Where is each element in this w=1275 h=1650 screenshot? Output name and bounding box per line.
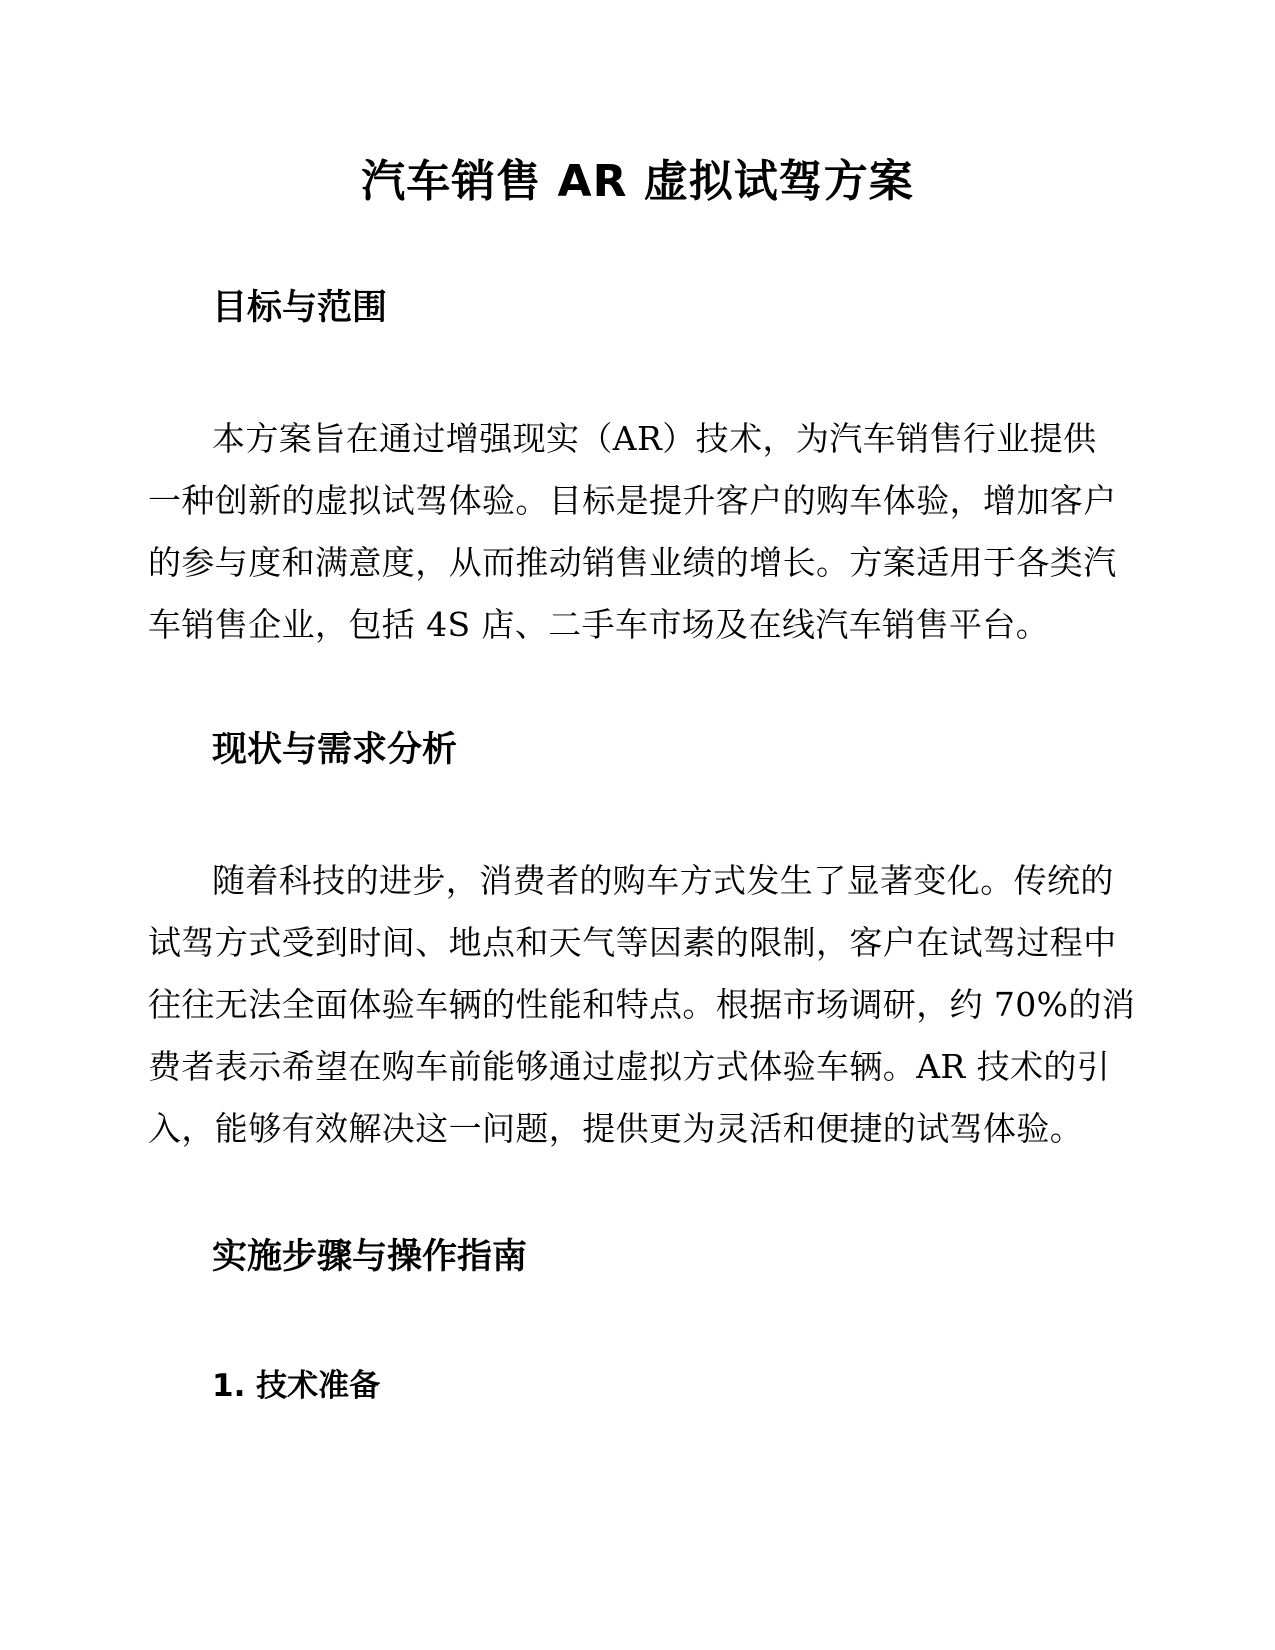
paragraph-line: 随着科技的进步，消费者的购车方式发生了显著变化。传统的 (212, 861, 1114, 900)
paragraph-line: 入，能够有效解决这一问题，提供更为灵活和便捷的试驾体验。 (148, 1109, 1084, 1148)
paragraph-line: 本方案旨在通过增强现实（AR）技术，为汽车销售行业提供 (212, 419, 1097, 458)
subheading-tech-prep: 1. 技术准备 (212, 1368, 381, 1404)
paragraph-line: 往往无法全面体验车辆的性能和特点。根据市场调研，约 70%的消 (148, 985, 1136, 1024)
section-heading-status-needs: 现状与需求分析 (212, 730, 458, 770)
paragraph-line: 车销售企业，包括 4S 店、二手车市场及在线汽车销售平台。 (148, 605, 1050, 644)
paragraph-line: 费者表示希望在购车前能够通过虚拟方式体验车辆。AR 技术的引 (148, 1047, 1111, 1086)
paragraph-line: 的参与度和满意度，从而推动销售业绩的增长。方案适用于各类汽 (148, 543, 1117, 582)
section-heading-implementation: 实施步骤与操作指南 (212, 1237, 528, 1277)
paragraph-line: 一种创新的虚拟试驾体验。目标是提升客户的购车体验，增加客户 (148, 481, 1117, 520)
paragraph-line: 试驾方式受到时间、地点和天气等因素的限制，客户在试驾过程中 (148, 923, 1117, 962)
document-title: 汽车销售 AR 虚拟试驾方案 (361, 156, 914, 207)
paragraph-status-needs (148, 850, 1136, 1160)
paragraph-goals-scope (148, 408, 1117, 656)
section-heading-goals-scope: 目标与范围 (212, 288, 388, 328)
